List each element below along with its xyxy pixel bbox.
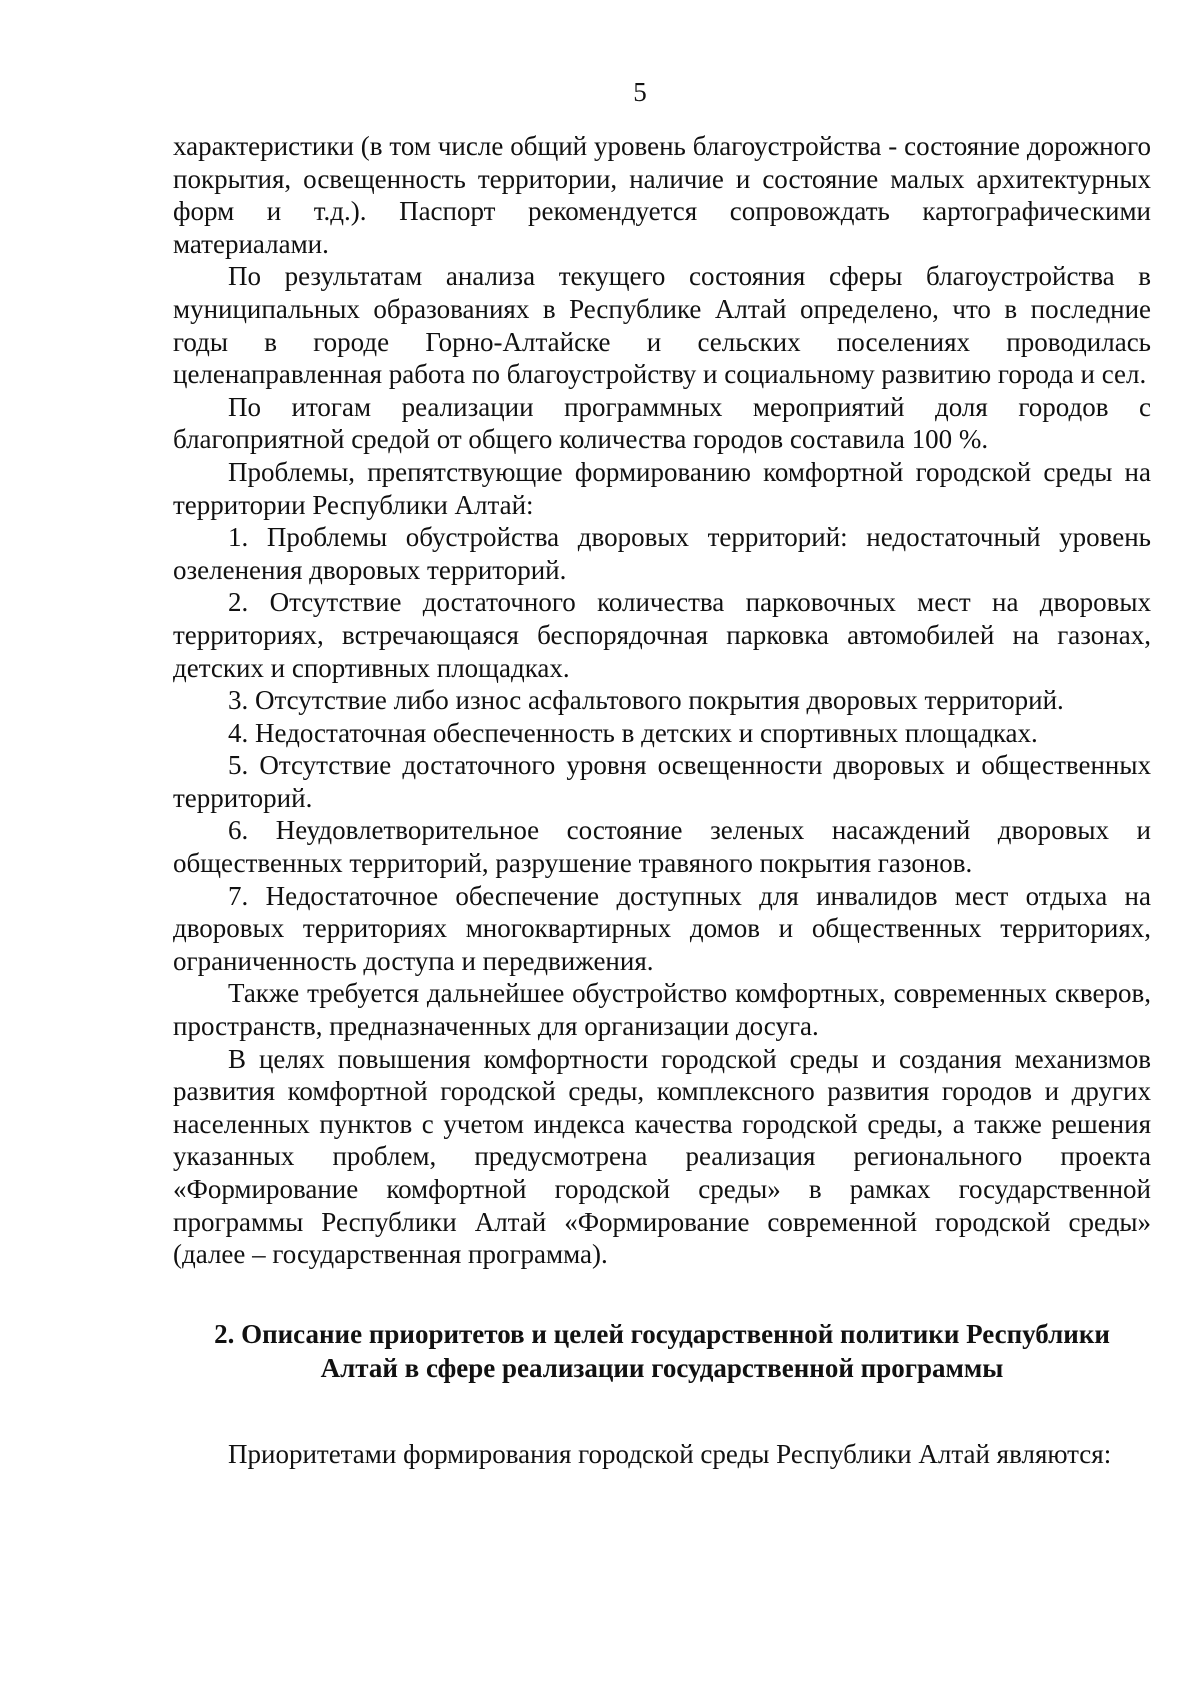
- paragraph-passport-description: характеристики (в том числе общий уровень благоустройства - состояние дорожного покрытия, освещенность территории, наличие и состояние малых архитектурных форм и т.д.). Паспорт рекомендуется сопровождать картографическими материалами.: [173, 131, 1151, 259]
- page-number: 5: [633, 77, 647, 107]
- problem-item-2: 2. Отсутствие достаточного количества парковочных мест на дворовых территориях, встречающаяся беспорядочная парковка автомобилей на газонах, детских и спортивных площадках.: [173, 587, 1151, 683]
- problem-item-4: 4. Недостаточная обеспеченность в детских и спортивных площадках.: [228, 717, 1038, 748]
- problem-item-3: 3. Отсутствие либо износ асфальтового покрытия дворовых территорий.: [228, 685, 1064, 716]
- paragraph-program-results: По итогам реализации программных мероприятий доля городов с благоприятной средой от общего количества городов составила 100 %.: [173, 391, 1151, 455]
- paragraph-priorities: Приоритетами формирования городской среды Республики Алтай являются:: [228, 1438, 1112, 1469]
- paragraph-further-development: Также требуется дальнейшее обустройство комфортных, современных скверов, пространств, предназначенных для организации досуга.: [173, 978, 1151, 1042]
- paragraph-regional-project: В целях повышения комфортности городской среды и создания механизмов развития комфортной городской среды, комплексного развития городов и других населенных пунктов с учетом индекса качества городской среды, а также решения указанных проблем, предусмотрена реализация регионального проекта «Формирование комфортной городской среды» в рамках государственной программы Республики Алтай «Формирование современной городской среды» (далее – государственная программа).: [173, 1043, 1151, 1270]
- problem-item-1: 1. Проблемы обустройства дворовых территорий: недостаточный уровень озеленения дворовых территорий.: [173, 522, 1151, 585]
- problem-item-6: 6. Неудовлетворительное состояние зеленых насаждений дворовых и общественных территорий, разрушение травяного покрытия газонов.: [173, 815, 1151, 879]
- problem-item-5: 5. Отсутствие достаточного уровня освещенности дворовых и общественных территорий.: [173, 750, 1151, 813]
- paragraph-analysis-results: По результатам анализа текущего состояния сферы благоустройства в муниципальных образованиях в Республике Алтай определено, что в последние годы в городе Горно-Алтайске и сельских поселениях проводилась целенаправленная работа по благоустройству и социальному развитию города и сел.: [173, 261, 1151, 390]
- document-body: [173, 130, 1151, 1470]
- paragraph-problems-intro: Проблемы, препятствующие формированию комфортной городской среды на территории Республики Алтай:: [173, 456, 1151, 520]
- problem-item-7: 7. Недостаточное обеспечение доступных для инвалидов мест отдыха на дворовых территориях многоквартирных домов и общественных территориях, ограниченность доступа и передвижения.: [173, 880, 1151, 976]
- section-heading: 2. Описание приоритетов и целей государственной политики Республики Алтай в сфере реализации государственной программы: [214, 1318, 1110, 1383]
